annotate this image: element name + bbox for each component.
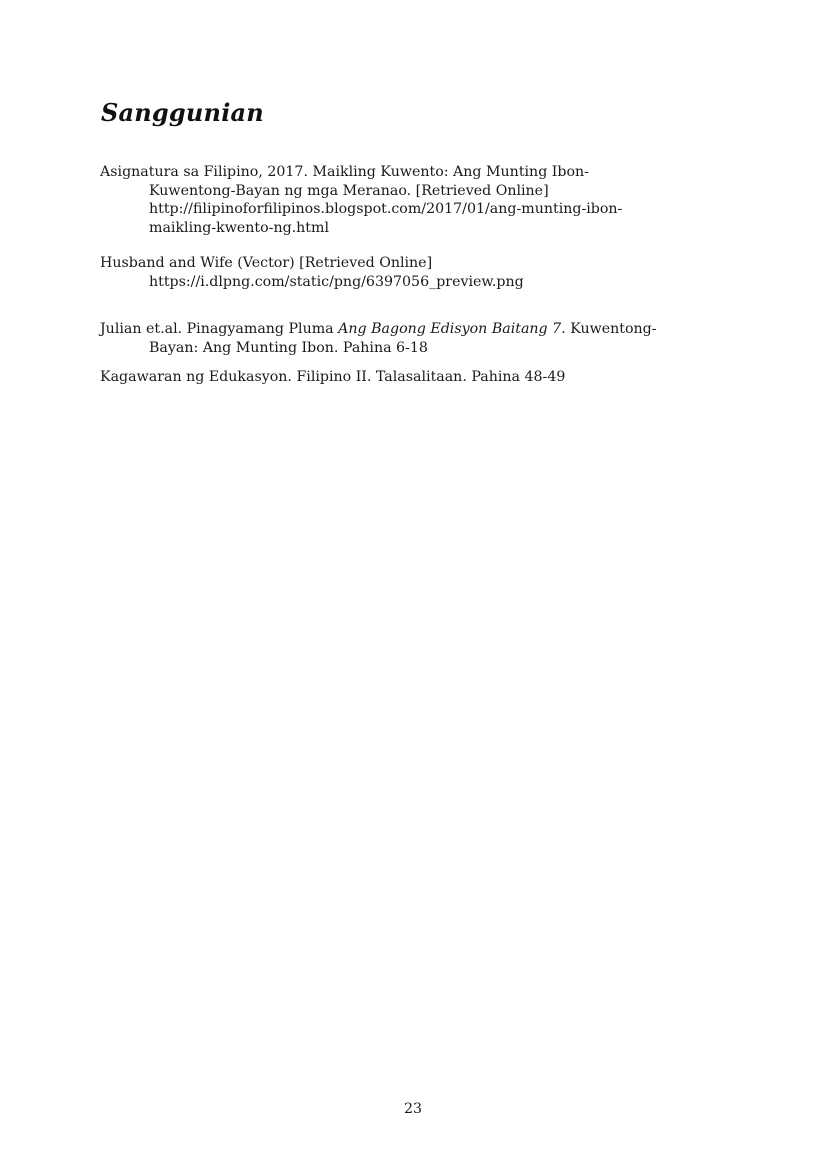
reference-book-title: Ang Bagong Edisyon Baitang 7	[338, 321, 562, 337]
references-heading: Sanggunian	[101, 98, 264, 127]
reference-text: Julian et.al. Pinagyamang Pluma	[100, 321, 339, 337]
reference-url: https://i.dlpng.com/static/png/6397056_preview.png	[149, 273, 524, 290]
reference-text: Asignatura sa Filipino, 2017. Maikling Kuwento: Ang Munting Ibon-	[100, 164, 589, 180]
reference-entry	[100, 254, 720, 291]
reference-entry	[100, 368, 720, 387]
reference-entry	[100, 320, 720, 357]
reference-url: maikling-kwento-ng.html	[149, 219, 330, 236]
reference-text: Kuwentong-Bayan ng mga Meranao. [Retrieved Online]	[149, 182, 549, 199]
reference-text: Kagawaran ng Edukasyon. Filipino II. Talasalitaan. Pahina 48-49	[100, 369, 566, 385]
reference-text: Bayan: Ang Munting Ibon. Pahina 6-18	[149, 339, 428, 356]
reference-entry	[100, 163, 720, 237]
references-list	[100, 163, 720, 387]
reference-text: Husband and Wife (Vector) [Retrieved Online]	[100, 255, 433, 271]
page-number: 23	[403, 1101, 423, 1117]
reference-text: . Kuwentong-	[561, 321, 657, 337]
reference-url: http://filipinoforfilipinos.blogspot.com/2017/01/ang-munting-ibon-	[149, 201, 623, 217]
